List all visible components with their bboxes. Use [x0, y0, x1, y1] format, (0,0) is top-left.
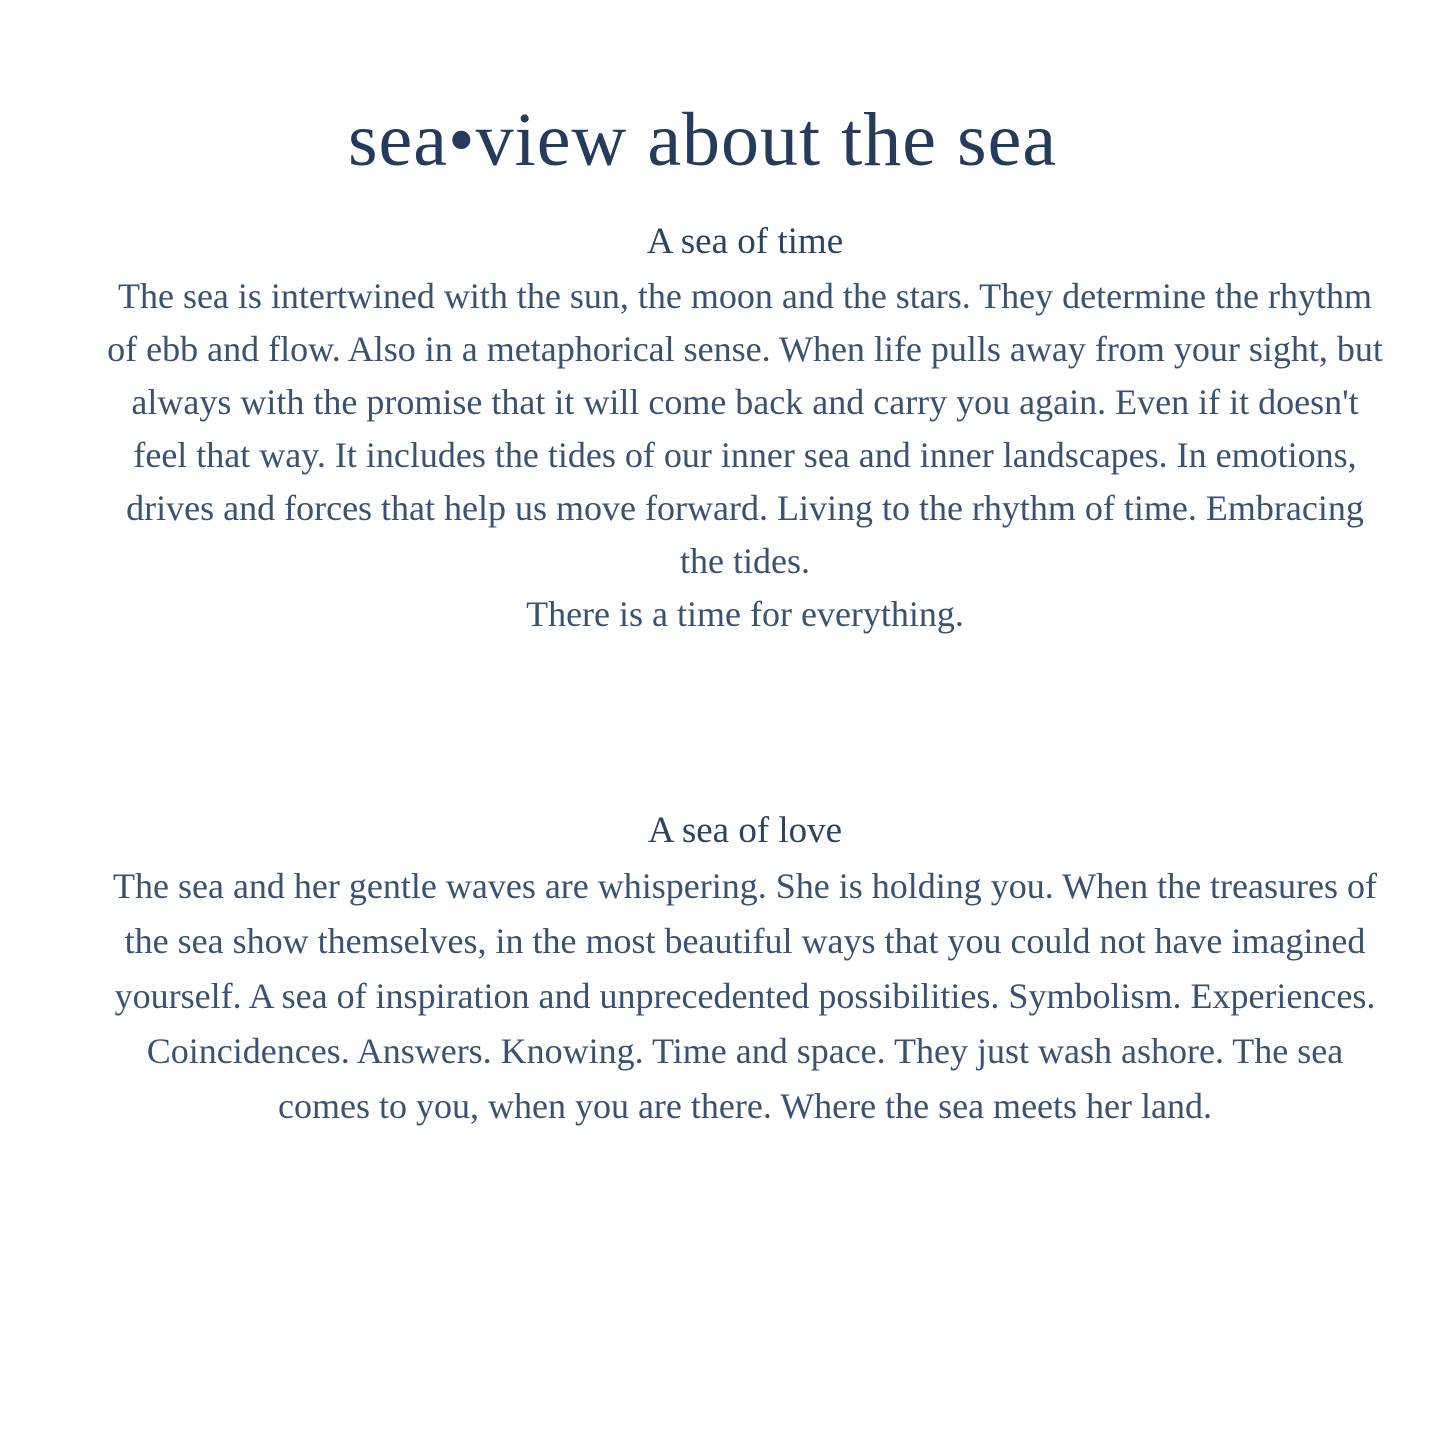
section-heading: A sea of time: [646, 221, 844, 262]
section-heading: A sea of love: [647, 810, 843, 851]
section-sea-of-time: [105, 218, 1385, 641]
section-body: The sea is intertwined with the sun, the moon and the stars. They determine the rhythm of ebb and flow. Also in a metaphorical sense. When life pulls away from your sight, but always with the promise that it will come back and carry you again. Even if it doesn't feel that way. It includes the tides of our inner sea and inner landscapes. In emotions, drives and forces that help us move forward. Living to the rhythm of time. Embracing the tides.: [107, 276, 1383, 581]
section-sea-of-love: [105, 807, 1385, 1134]
page-title: sea•view about the sea: [347, 98, 1058, 182]
section-body: The sea and her gentle waves are whispering. She is holding you. When the treasures of the sea show themselves, in the most beautiful ways that you could not have imagined yourself. A sea of inspiration and unprecedented possibilities. Symbolism. Experiences. Coincidences. Answers. Knowing. Time and space. They just wash ashore. The sea comes to you, when you are there. Where the sea meets her land.: [113, 866, 1377, 1126]
section-closing-line: There is a time for everything.: [526, 594, 964, 634]
